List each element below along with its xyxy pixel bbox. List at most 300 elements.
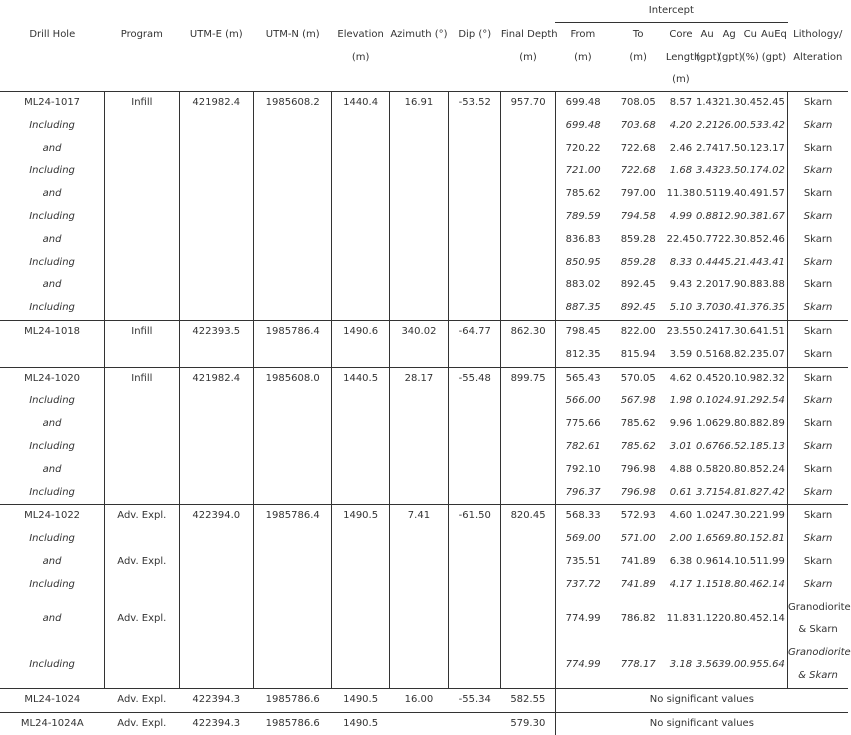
col-drill-hole: Drill Hole	[0, 23, 105, 47]
cell-core-length: 1.68	[666, 160, 696, 183]
cell-lithology: Granodiorite & Skarn	[788, 597, 848, 643]
cell-au: 2.21	[696, 115, 718, 138]
cell-au: 0.67	[696, 436, 718, 459]
table-row	[0, 712, 848, 735]
cell-program: Adv. Expl.	[105, 505, 179, 528]
cell-azimuth	[389, 528, 448, 551]
cell-ag: 47.3	[718, 505, 740, 528]
cell-dip	[449, 274, 501, 297]
cell-utm-e	[179, 642, 253, 688]
cell-dip	[449, 297, 501, 320]
cell-drill-hole: Including	[0, 436, 105, 459]
cell-program	[105, 138, 179, 161]
cell-utm-n	[253, 160, 331, 183]
cell-utm-e: 422394.0	[179, 505, 253, 528]
cell-utm-e	[179, 574, 253, 597]
cell-lithology: Skarn	[788, 436, 848, 459]
cell-drill-hole: and	[0, 274, 105, 297]
col-final-depth: Final Depth	[501, 23, 555, 47]
cell-elevation	[332, 597, 389, 643]
cell-program	[105, 528, 179, 551]
cell-aueq: 5.07	[760, 344, 787, 367]
cell-ag: 23.5	[718, 160, 740, 183]
cell-azimuth	[389, 551, 448, 574]
table-row	[0, 274, 848, 297]
cell-cu: 2.23	[740, 344, 760, 367]
cell-to: 570.05	[611, 367, 666, 390]
cell-final-depth: 957.70	[501, 92, 555, 115]
cell-to: 703.68	[611, 115, 666, 138]
cell-ag: 30.4	[718, 297, 740, 320]
cell-final-depth	[501, 390, 555, 413]
cell-elevation	[332, 252, 389, 275]
cell-lithology: Skarn	[788, 574, 848, 597]
cell-cu: 0.85	[740, 229, 760, 252]
table-row	[0, 505, 848, 528]
cell-to: 892.45	[611, 274, 666, 297]
cell-utm-e: 422393.5	[179, 320, 253, 343]
cell-elevation	[332, 436, 389, 459]
cell-note: No significant values	[555, 712, 848, 735]
cell-ag: 29.8	[718, 413, 740, 436]
cell-lithology: Skarn	[788, 297, 848, 320]
cell-utm-e	[179, 390, 253, 413]
cell-au: 3.43	[696, 160, 718, 183]
cell-drill-hole: ML24-1018	[0, 320, 105, 343]
table-row	[0, 252, 848, 275]
cell-final-depth: 579.30	[501, 712, 555, 735]
cell-drill-hole: Including	[0, 206, 105, 229]
cell-elevation	[332, 413, 389, 436]
cell-ag: 20.8	[718, 459, 740, 482]
col-ag: Ag	[718, 23, 740, 47]
cell-elevation: 1490.6	[332, 320, 389, 343]
cell-utm-e	[179, 297, 253, 320]
cell-elevation	[332, 229, 389, 252]
cell-to: 797.00	[611, 183, 666, 206]
cell-drill-hole: Including	[0, 574, 105, 597]
cell-drill-hole	[0, 344, 105, 367]
table-row	[0, 551, 848, 574]
cell-ag: 24.9	[718, 390, 740, 413]
cell-utm-e: 421982.4	[179, 92, 253, 115]
cell-au: 0.44	[696, 252, 718, 275]
cell-ag: 20.1	[718, 367, 740, 390]
cell-aueq: 5.64	[760, 642, 787, 688]
cell-final-depth	[501, 229, 555, 252]
cell-utm-n	[253, 206, 331, 229]
cell-lithology: Granodiorite & Skarn	[788, 642, 848, 688]
cell-ag: 19.4	[718, 183, 740, 206]
cell-core-length: 4.62	[666, 367, 696, 390]
cell-cu: 0.17	[740, 160, 760, 183]
cell-core-length: 11.83	[666, 597, 696, 643]
col-core-unit: (m)	[666, 69, 696, 92]
cell-from: 887.35	[555, 297, 610, 320]
cell-ag: 21.3	[718, 92, 740, 115]
col-to: To	[611, 23, 666, 47]
cell-azimuth	[389, 274, 448, 297]
cell-to: 796.98	[611, 459, 666, 482]
cell-to: 741.89	[611, 574, 666, 597]
table-row	[0, 528, 848, 551]
cell-azimuth: 340.02	[389, 320, 448, 343]
cell-utm-n	[253, 297, 331, 320]
cell-lithology: Skarn	[788, 413, 848, 436]
cell-from: 812.35	[555, 344, 610, 367]
cell-ag: 68.8	[718, 344, 740, 367]
intercept-header: Intercept	[555, 0, 787, 23]
cell-azimuth	[389, 712, 448, 735]
cell-cu: 0.45	[740, 92, 760, 115]
cell-final-depth	[501, 528, 555, 551]
cell-azimuth	[389, 138, 448, 161]
table-row	[0, 459, 848, 482]
cell-core-length: 4.88	[666, 459, 696, 482]
cell-utm-n: 1985786.4	[253, 320, 331, 343]
cell-elevation: 1490.5	[332, 712, 389, 735]
cell-drill-hole: and	[0, 551, 105, 574]
cell-elevation	[332, 297, 389, 320]
cell-azimuth	[389, 413, 448, 436]
cell-final-depth: 862.30	[501, 320, 555, 343]
cell-elevation	[332, 528, 389, 551]
cell-program	[105, 344, 179, 367]
cell-dip: -61.50	[449, 505, 501, 528]
table-row	[0, 229, 848, 252]
cell-dip	[449, 574, 501, 597]
cell-core-length: 4.60	[666, 505, 696, 528]
cell-dip	[449, 138, 501, 161]
cell-core-length: 6.38	[666, 551, 696, 574]
cell-utm-n	[253, 115, 331, 138]
cell-from: 566.00	[555, 390, 610, 413]
cell-cu: 1.37	[740, 297, 760, 320]
cell-from: 568.33	[555, 505, 610, 528]
table-body	[0, 92, 848, 735]
cell-au: 1.02	[696, 505, 718, 528]
cell-azimuth	[389, 160, 448, 183]
cell-azimuth: 7.41	[389, 505, 448, 528]
cell-from: 735.51	[555, 551, 610, 574]
cell-final-depth	[501, 436, 555, 459]
cell-program	[105, 252, 179, 275]
cell-elevation: 1440.5	[332, 367, 389, 390]
col-to-unit: (m)	[611, 46, 666, 69]
cell-ag: 14.1	[718, 551, 740, 574]
cell-final-depth	[501, 297, 555, 320]
cell-azimuth	[389, 183, 448, 206]
col-cu-unit: (%)	[740, 46, 760, 69]
cell-program: Infill	[105, 367, 179, 390]
cell-dip	[449, 344, 501, 367]
cell-lithology: Skarn	[788, 115, 848, 138]
cell-elevation	[332, 274, 389, 297]
cell-to: 859.28	[611, 229, 666, 252]
cell-utm-e: 421982.4	[179, 367, 253, 390]
cell-from: 774.99	[555, 597, 610, 643]
col-program: Program	[105, 23, 179, 47]
cell-to: 822.00	[611, 320, 666, 343]
cell-elevation: 1440.4	[332, 92, 389, 115]
cell-dip	[449, 459, 501, 482]
cell-utm-e	[179, 206, 253, 229]
cell-core-length: 2.00	[666, 528, 696, 551]
cell-ag: 39.0	[718, 642, 740, 688]
cell-elevation	[332, 390, 389, 413]
cell-utm-e	[179, 413, 253, 436]
cell-lithology: Skarn	[788, 138, 848, 161]
cell-utm-e	[179, 160, 253, 183]
cell-dip: -55.34	[449, 688, 501, 712]
cell-program: Adv. Expl.	[105, 597, 179, 643]
cell-utm-e	[179, 528, 253, 551]
cell-to: 741.89	[611, 551, 666, 574]
cell-utm-n	[253, 229, 331, 252]
cell-from: 883.02	[555, 274, 610, 297]
table-header	[0, 0, 848, 92]
cell-aueq: 2.14	[760, 574, 787, 597]
cell-aueq: 2.32	[760, 367, 787, 390]
cell-lithology: Skarn	[788, 206, 848, 229]
cell-utm-n	[253, 551, 331, 574]
cell-azimuth: 28.17	[389, 367, 448, 390]
cell-utm-e	[179, 115, 253, 138]
cell-utm-n	[253, 252, 331, 275]
cell-core-length: 9.43	[666, 274, 696, 297]
cell-aueq: 3.41	[760, 252, 787, 275]
col-ag-unit: (gpt)	[718, 46, 740, 69]
table-row	[0, 320, 848, 343]
cell-from: 569.00	[555, 528, 610, 551]
cell-cu: 0.12	[740, 138, 760, 161]
cell-core-length: 3.01	[666, 436, 696, 459]
cell-au: 0.24	[696, 320, 718, 343]
cell-aueq: 2.24	[760, 459, 787, 482]
cell-elevation	[332, 551, 389, 574]
cell-au: 0.58	[696, 459, 718, 482]
cell-azimuth	[389, 482, 448, 505]
cell-from: 798.45	[555, 320, 610, 343]
cell-au: 1.06	[696, 413, 718, 436]
cell-elevation	[332, 459, 389, 482]
cell-aueq: 3.42	[760, 115, 787, 138]
cell-utm-n	[253, 138, 331, 161]
cell-utm-e	[179, 436, 253, 459]
cell-utm-n: 1985786.6	[253, 712, 331, 735]
table-row	[0, 413, 848, 436]
cell-lithology: Skarn	[788, 320, 848, 343]
cell-elevation	[332, 206, 389, 229]
table-row	[0, 160, 848, 183]
cell-program	[105, 183, 179, 206]
cell-lithology: Skarn	[788, 160, 848, 183]
cell-aueq: 4.02	[760, 160, 787, 183]
cell-utm-n: 1985786.6	[253, 688, 331, 712]
cell-utm-e	[179, 274, 253, 297]
cell-to: 796.98	[611, 482, 666, 505]
col-aueq: AuEq	[760, 23, 787, 47]
cell-lithology: Skarn	[788, 92, 848, 115]
cell-program	[105, 642, 179, 688]
cell-au: 0.96	[696, 551, 718, 574]
cell-drill-hole: ML24-1022	[0, 505, 105, 528]
table-row	[0, 436, 848, 459]
cell-aueq: 1.51	[760, 320, 787, 343]
cell-aueq: 7.42	[760, 482, 787, 505]
cell-au: 0.51	[696, 344, 718, 367]
cell-final-depth	[501, 160, 555, 183]
cell-lithology: Skarn	[788, 482, 848, 505]
cell-to: 786.82	[611, 597, 666, 643]
cell-aueq: 1.57	[760, 183, 787, 206]
cell-cu: 0.98	[740, 367, 760, 390]
cell-au: 0.51	[696, 183, 718, 206]
col-elevation: Elevation	[332, 23, 389, 47]
cell-elevation	[332, 574, 389, 597]
table-row	[0, 688, 848, 712]
cell-aueq: 1.99	[760, 551, 787, 574]
table-row	[0, 390, 848, 413]
cell-utm-e	[179, 482, 253, 505]
cell-core-length: 1.98	[666, 390, 696, 413]
cell-utm-n	[253, 597, 331, 643]
cell-cu: 1.82	[740, 482, 760, 505]
cell-cu: 0.85	[740, 459, 760, 482]
cell-core-length: 4.20	[666, 115, 696, 138]
cell-final-depth	[501, 482, 555, 505]
cell-azimuth	[389, 115, 448, 138]
cell-cu: 1.44	[740, 252, 760, 275]
cell-final-depth	[501, 183, 555, 206]
cell-program	[105, 482, 179, 505]
cell-utm-e	[179, 551, 253, 574]
cell-au: 1.43	[696, 92, 718, 115]
cell-from: 720.22	[555, 138, 610, 161]
cell-azimuth: 16.91	[389, 92, 448, 115]
cell-azimuth	[389, 229, 448, 252]
cell-core-length: 11.38	[666, 183, 696, 206]
cell-program	[105, 297, 179, 320]
cell-utm-e	[179, 252, 253, 275]
cell-aueq: 5.13	[760, 436, 787, 459]
cell-drill-hole: Including	[0, 297, 105, 320]
cell-au: 1.65	[696, 528, 718, 551]
cell-from: 775.66	[555, 413, 610, 436]
table-row	[0, 367, 848, 390]
col-aueq-unit: (gpt)	[760, 46, 787, 69]
cell-program: Adv. Expl.	[105, 551, 179, 574]
cell-azimuth	[389, 390, 448, 413]
cell-to: 815.94	[611, 344, 666, 367]
cell-drill-hole: and	[0, 597, 105, 643]
cell-utm-n	[253, 344, 331, 367]
cell-final-depth: 899.75	[501, 367, 555, 390]
cell-drill-hole: ML24-1024A	[0, 712, 105, 735]
table-row	[0, 206, 848, 229]
cell-drill-hole: Including	[0, 160, 105, 183]
cell-dip: -64.77	[449, 320, 501, 343]
cell-lithology: Skarn	[788, 390, 848, 413]
cell-program	[105, 459, 179, 482]
cell-utm-n	[253, 413, 331, 436]
cell-to: 567.98	[611, 390, 666, 413]
cell-program	[105, 229, 179, 252]
cell-drill-hole: ML24-1017	[0, 92, 105, 115]
cell-elevation	[332, 115, 389, 138]
cell-azimuth	[389, 206, 448, 229]
cell-ag: 17.9	[718, 274, 740, 297]
cell-to: 722.68	[611, 160, 666, 183]
cell-au: 0.88	[696, 206, 718, 229]
cell-elevation	[332, 482, 389, 505]
cell-core-length: 9.96	[666, 413, 696, 436]
cell-au: 2.74	[696, 138, 718, 161]
cell-elevation	[332, 138, 389, 161]
cell-au: 0.77	[696, 229, 718, 252]
cell-drill-hole: Including	[0, 528, 105, 551]
col-dip: Dip (°)	[449, 23, 501, 47]
cell-final-depth	[501, 574, 555, 597]
cell-dip	[449, 551, 501, 574]
cell-final-depth	[501, 413, 555, 436]
cell-azimuth	[389, 252, 448, 275]
cell-program	[105, 160, 179, 183]
cell-utm-e	[179, 138, 253, 161]
cell-aueq: 1.67	[760, 206, 787, 229]
cell-to: 572.93	[611, 505, 666, 528]
table-row	[0, 115, 848, 138]
cell-drill-hole: Including	[0, 642, 105, 688]
cell-program	[105, 115, 179, 138]
table-row	[0, 597, 848, 643]
cell-utm-n: 1985786.4	[253, 505, 331, 528]
cell-program: Infill	[105, 320, 179, 343]
cell-au: 0.10	[696, 390, 718, 413]
cell-dip	[449, 183, 501, 206]
cell-au: 1.15	[696, 574, 718, 597]
cell-cu: 1.29	[740, 390, 760, 413]
cell-utm-n	[253, 436, 331, 459]
cell-cu: 0.64	[740, 320, 760, 343]
cell-aueq: 2.14	[760, 597, 787, 643]
cell-ag: 69.8	[718, 528, 740, 551]
cell-elevation	[332, 344, 389, 367]
cell-from: 836.83	[555, 229, 610, 252]
cell-aueq: 2.89	[760, 413, 787, 436]
cell-final-depth	[501, 274, 555, 297]
col-lithology: Lithology/	[788, 23, 848, 47]
cell-to: 794.58	[611, 206, 666, 229]
cell-utm-n	[253, 183, 331, 206]
col-from: From	[555, 23, 610, 47]
table-row	[0, 297, 848, 320]
cell-core-length: 3.59	[666, 344, 696, 367]
cell-elevation: 1490.5	[332, 688, 389, 712]
cell-azimuth	[389, 642, 448, 688]
cell-dip	[449, 712, 501, 735]
cell-ag: 45.2	[718, 252, 740, 275]
cell-utm-n	[253, 574, 331, 597]
cell-utm-n	[253, 390, 331, 413]
cell-core-length: 5.10	[666, 297, 696, 320]
cell-cu: 0.45	[740, 597, 760, 643]
cell-from: 796.37	[555, 482, 610, 505]
cell-dip	[449, 642, 501, 688]
cell-drill-hole: and	[0, 459, 105, 482]
cell-ag: 18.8	[718, 574, 740, 597]
cell-to: 708.05	[611, 92, 666, 115]
